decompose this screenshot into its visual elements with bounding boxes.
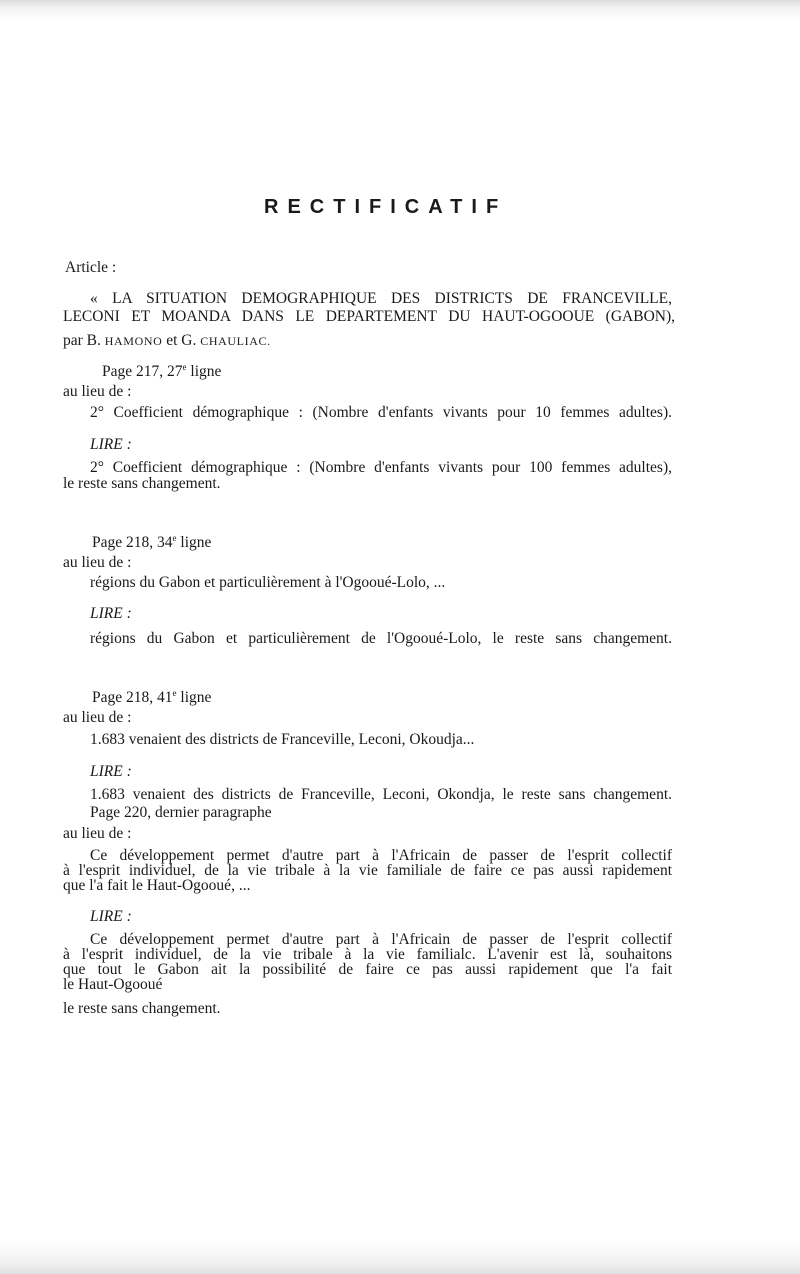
correction-2-original-line-1: régions du Gabon et particulièrement à l'Ogooué-Lolo, ...: [90, 574, 446, 591]
correction-1-corrected-line-2: le reste sans changement.: [63, 475, 221, 492]
correction-4-original-line-1: Ce développement permet d'autre part à l'Africain de passer de l'esprit collectif: [90, 847, 672, 864]
article-authors: [63, 332, 271, 350]
correction-3-reference: Page 218, 41e ligne: [92, 688, 212, 707]
authors-prefix: par B.: [63, 332, 101, 349]
correction-2-lire: LIRE :: [90, 605, 132, 622]
author-hamono: HAMONO: [104, 334, 163, 348]
correction-4-corrected-line-3: que tout le Gabon ait la possibilité de faire ce pas aussi rapidement que l'a fait: [63, 961, 672, 978]
correction-1-original-line-1: 2° Coefficient démographique : (Nombre d'enfants vivants pour 10 femmes adultes).: [90, 404, 672, 421]
correction-1-au-lieu-de: au lieu de :: [63, 383, 132, 400]
article-title-line-1: « LA SITUATION DEMOGRAPHIQUE DES DISTRICTS DE FRANCEVILLE,: [90, 290, 672, 307]
correction-1-corrected-line-1: 2° Coefficient démographique : (Nombre d'enfants vivants pour 100 femmes adultes),: [90, 459, 672, 476]
correction-2-au-lieu-de: au lieu de :: [63, 554, 132, 571]
correction-4-closing: le reste sans changement.: [63, 1000, 221, 1017]
correction-1-reference: Page 217, 27e ligne: [102, 362, 222, 381]
correction-4-original-line-3: que l'a fait le Haut-Ogooué, ...: [63, 877, 251, 894]
correction-3-original-line-1: 1.683 venaient des districts de Franceville, Leconi, Okoudja...: [90, 731, 475, 748]
correction-4-corrected-line-4: le Haut-Ogooué: [63, 976, 163, 993]
correction-4-lire: LIRE :: [90, 908, 132, 925]
correction-3-corrected-line-1: 1.683 venaient des districts de Franceville, Leconi, Okondja, le reste sans changement.: [90, 786, 672, 803]
correction-4-corrected-line-1: Ce développement permet d'autre part à l'Africain de passer de l'esprit collectif: [90, 931, 672, 948]
correction-3-au-lieu-de: au lieu de :: [63, 709, 132, 726]
correction-4-au-lieu-de: au lieu de :: [63, 825, 132, 842]
correction-4-original-line-2: à l'esprit individuel, de la vie tribale à la vie familiale de faire ce pas aussi rapidement: [63, 862, 672, 879]
article-title-line-2: LECONI ET MOANDA DANS LE DEPARTEMENT DU HAUT-OGOOUE (GABON),: [63, 308, 675, 325]
correction-2-corrected-line-1: régions du Gabon et particulièrement de l'Ogooué-Lolo, le reste sans changement.: [90, 630, 672, 647]
correction-4-reference: Page 220, dernier paragraphe: [90, 804, 272, 821]
page-title: RECTIFICATIF: [264, 196, 508, 218]
authors-conjunction: et G.: [166, 332, 197, 349]
article-label: Article :: [65, 259, 117, 276]
author-chauliac: CHAULIAC.: [200, 334, 271, 348]
correction-3-lire: LIRE :: [90, 763, 132, 780]
correction-2-reference: Page 218, 34e ligne: [92, 533, 212, 552]
correction-4-corrected-line-2: à l'esprit individuel, de la vie tribale à la vie familialc. L'avenir est là, souhaitons: [63, 946, 672, 963]
correction-1-lire: LIRE :: [90, 436, 132, 453]
